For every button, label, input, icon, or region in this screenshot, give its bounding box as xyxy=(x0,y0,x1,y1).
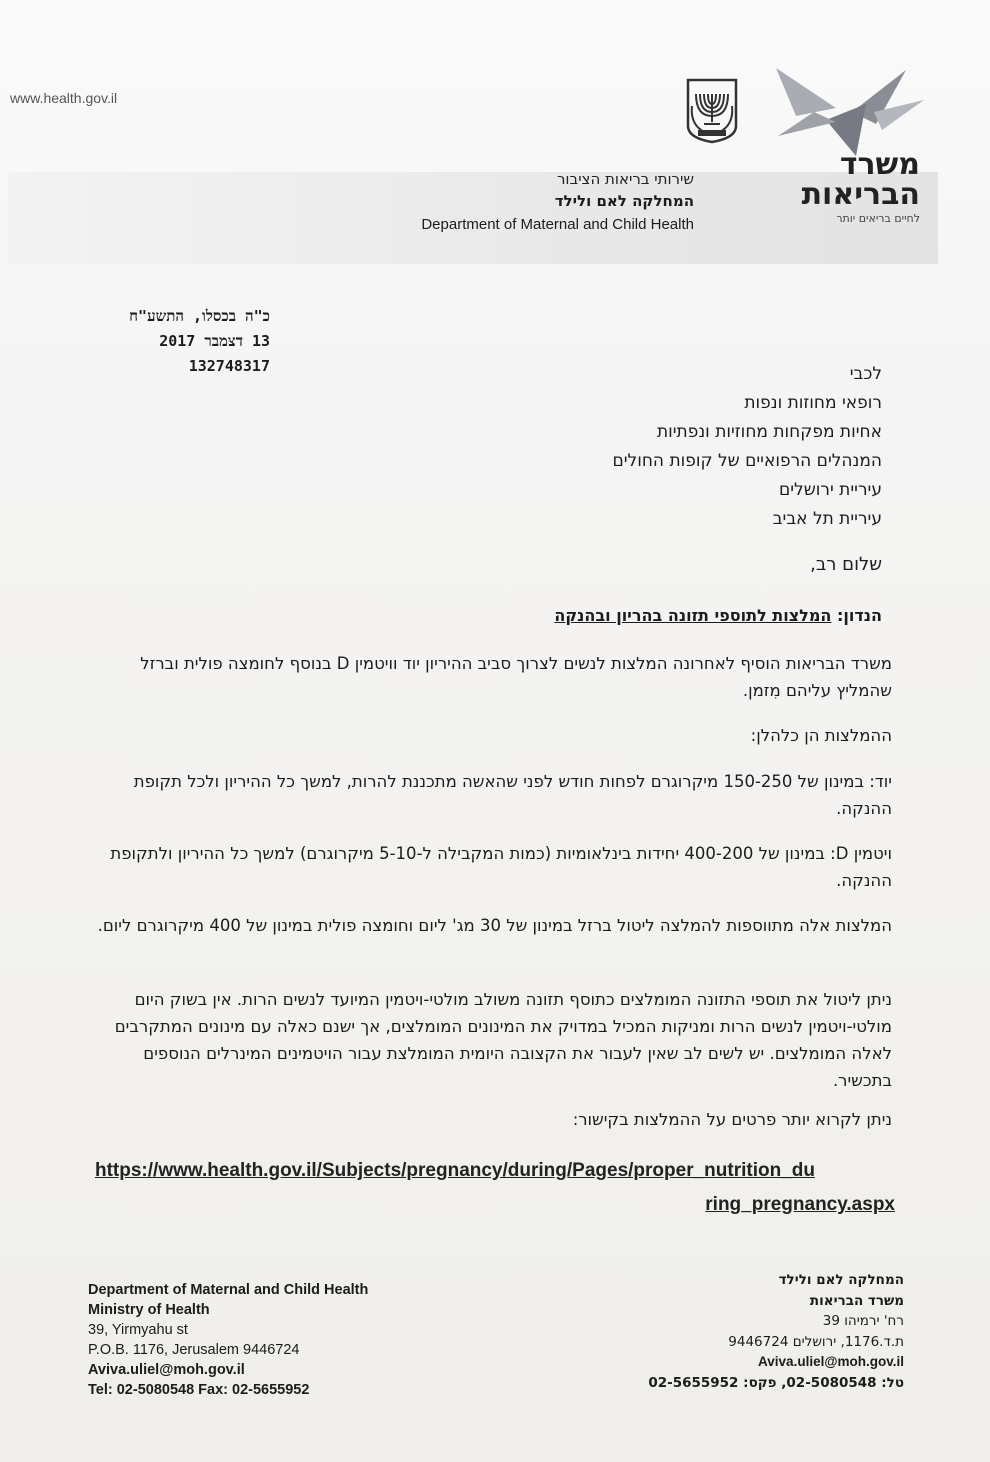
date-block xyxy=(70,304,270,379)
footer-he-email[interactable]: Aviva.uliel@moh.gov.il xyxy=(758,1354,904,1369)
footer-he-phone: טל: 02-5080548, פקס: 02-5655952 xyxy=(648,1374,904,1391)
gregorian-date: 13 דצמבר 2017 xyxy=(159,332,270,350)
paragraph-iron-folic: המלצות אלה מתווספות להמלצה ליטול ברזל במינון של 30 מג' ליום וחומצה פולית במינון של 400 מיקרוגרם ליום. xyxy=(97,916,892,935)
footer-english xyxy=(88,1280,448,1400)
recipient-item: עיריית ירושלים xyxy=(778,480,882,500)
link-line-2[interactable]: ring_pregnancy.aspx xyxy=(705,1194,895,1215)
subject-text: המלצות לתוספי תזונה בהריון ובהנקה xyxy=(554,606,832,625)
paragraph-multivitamin: ניתן ליטול את תוספי התזונה המומלצים כתוסף תזונה משולב מולטי-ויטמין המיועד לנשים הרות. אין בשוק היום מולטי-ויטמין לנשים הרות ומניקות המכיל במדויק את המינונים המומלצים, אך ישנם כאלה עם מינונים המתקרבים לאלה המומלצים. יש לשים לב שאין לעבור את הקצובה היומית המומלצת עבור הויטמינים המינרלים הנוספים בתכשיר. xyxy=(114,990,892,1090)
logo-tagline: לחיים בריאים יותר xyxy=(836,212,920,225)
ministry-star-logo-icon xyxy=(756,64,926,160)
menorah-emblem-icon xyxy=(684,76,740,144)
department-name-en: Department of Maternal and Child Health xyxy=(421,216,694,233)
footer-he-ministry: משרד הבריאות xyxy=(809,1292,904,1309)
logo-line-1: משרד xyxy=(839,147,920,182)
recipient-item: רופאי מחוזות ונפות xyxy=(744,393,882,413)
footer-en-street: 39, Yirmyahu st xyxy=(88,1322,188,1338)
footer-he-pob: ת.ד.1176, ירושלים 9446724 xyxy=(728,1333,904,1350)
greeting: שלום רב, xyxy=(810,554,882,575)
recipient-item: אחיות מפקחות מחוזיות ונפתיות xyxy=(656,422,882,442)
subject-line xyxy=(182,606,882,625)
reference-number: 132748317 xyxy=(188,357,270,375)
recipient-item: המנהלים הרפואיים של קופות החולים xyxy=(612,451,882,471)
paragraph-iodine: יוד: במינון של 150-250 מיקרוגרם לפחות חודש לפני שהאשה מתכננת להרות, למשך כל ההיריון ולכל תקופת ההנקה. xyxy=(133,772,892,818)
paragraph-intro: משרד הבריאות הוסיף לאחרונה המלצות לנשים לצרוך סביב ההיריון יוד וויטמין D בנוסף לחומצה פולית וברזל שהמליץ עליהם מִזמן. xyxy=(140,654,892,700)
logo-line-2: הבריאות xyxy=(801,177,920,212)
footer-he-department: המחלקה לאם ולילד xyxy=(778,1272,904,1288)
footer-en-department: Department of Maternal and Child Health xyxy=(88,1282,369,1298)
subject-label: הנדון: xyxy=(836,606,882,625)
department-name-he: המחלקה לאם ולילד xyxy=(554,192,694,210)
ministry-logo-text xyxy=(740,147,920,225)
website-url: www.health.gov.il xyxy=(10,90,118,106)
footer-en-ministry: Ministry of Health xyxy=(88,1302,210,1318)
footer-en-phone: Tel: 02-5080548 Fax: 02-5655952 xyxy=(88,1382,310,1398)
paragraph-recommendations-heading: ההמלצות הן כלהלן: xyxy=(750,726,892,745)
footer-en-email[interactable]: Aviva.uliel@moh.gov.il xyxy=(88,1362,245,1378)
link-line-1[interactable]: https://www.health.gov.il/Subjects/pregnancy/during/Pages/proper_nutrition_du xyxy=(95,1160,815,1181)
department-header xyxy=(334,170,694,233)
paragraph-vitamin-d: ויטמין D: במינון של 400-200 יחידות בינלאומיות (כמות המקבילה ל-5-10 מיקרוגרם) למשך כל ההיריון ולתקופת ההנקה. xyxy=(110,844,892,890)
recipients xyxy=(422,360,882,534)
recipients-to: לכבי xyxy=(849,364,882,384)
footer-en-pob: P.O.B. 1176, Jerusalem 9446724 xyxy=(88,1342,300,1358)
nutrition-link[interactable] xyxy=(95,1154,895,1222)
recipient-item: עיריית תל אביב xyxy=(772,509,882,529)
hebrew-date: כ"ה בכסלו, התשע"ח xyxy=(129,307,270,325)
footer-hebrew xyxy=(544,1270,904,1393)
service-name: שירותי בריאות הציבור xyxy=(556,170,694,188)
footer-he-street: רח' ירמיהו 39 xyxy=(822,1313,904,1329)
paragraph-link-intro: ניתן לקרוא יותר פרטים על ההמלצות בקישור: xyxy=(572,1110,892,1129)
